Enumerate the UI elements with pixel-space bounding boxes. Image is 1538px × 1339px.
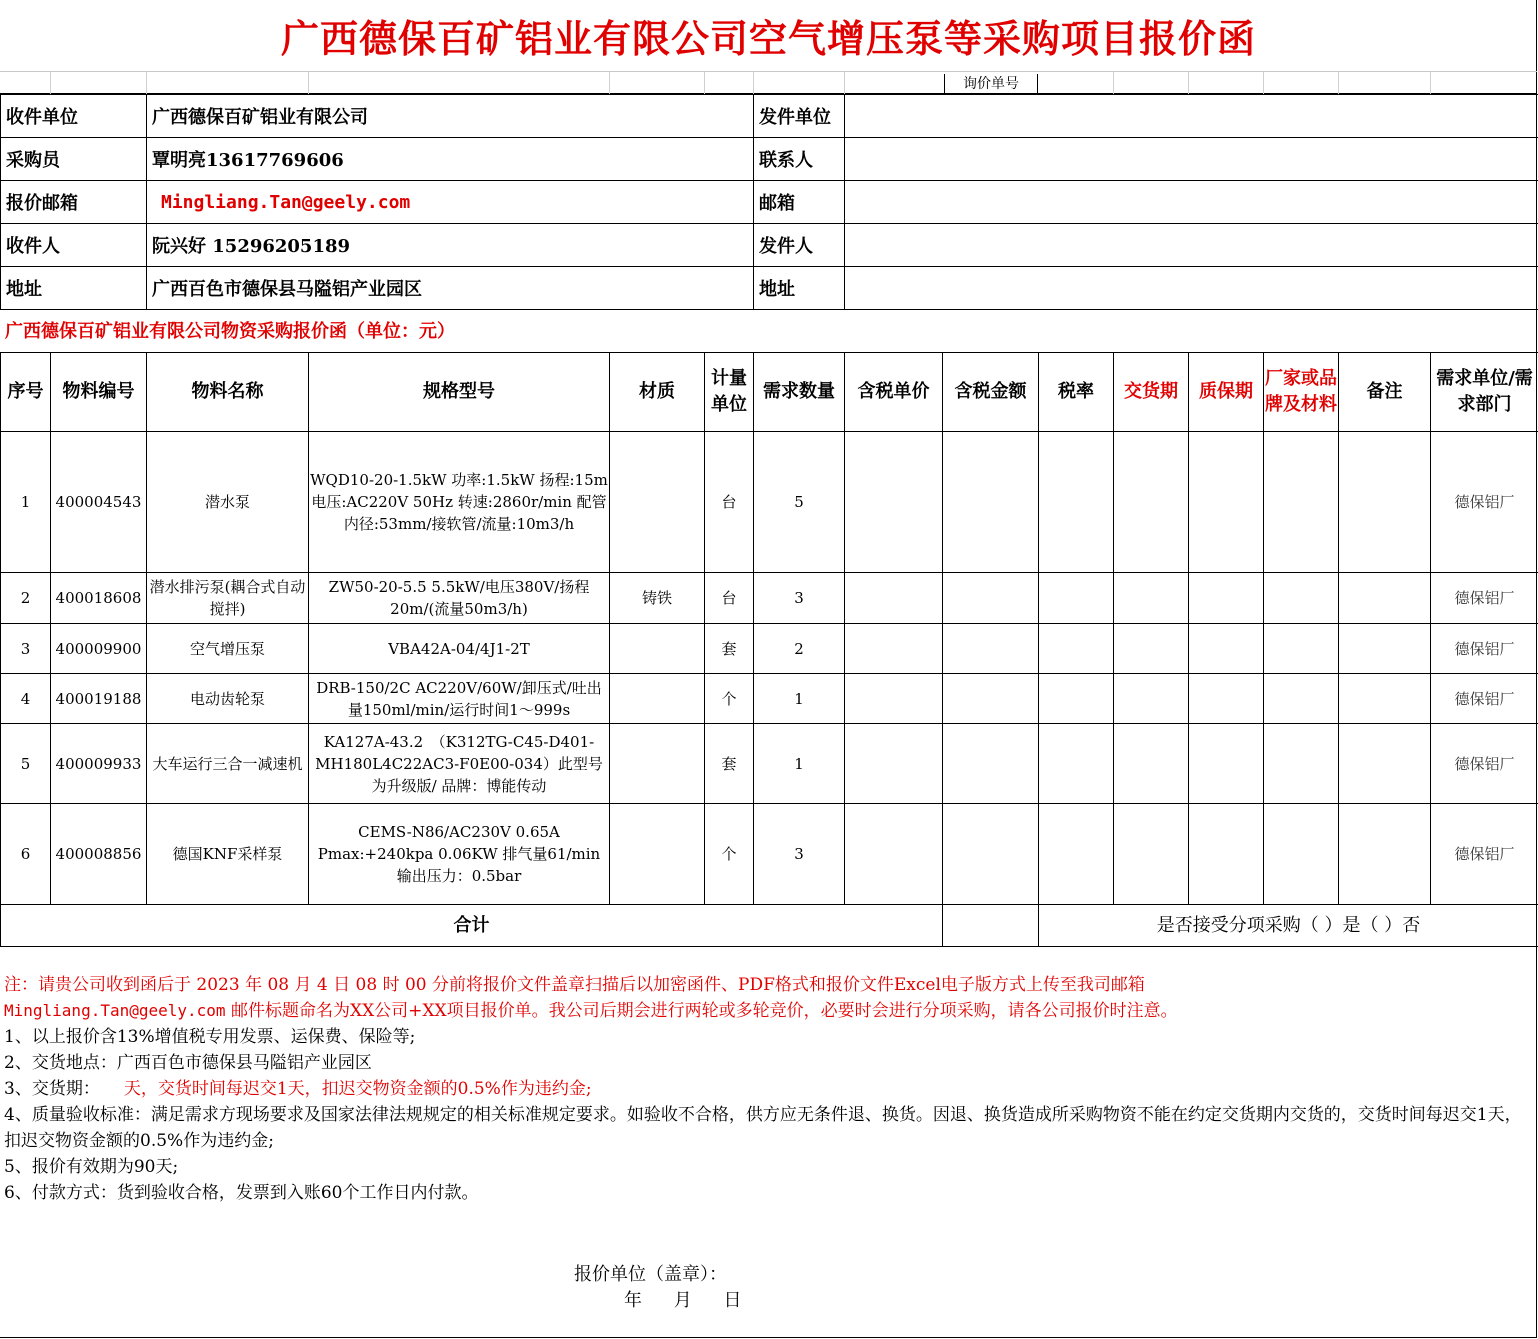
col-header-tax-rate: 税率 <box>1039 353 1114 432</box>
cell-warranty[interactable] <box>1189 674 1264 724</box>
cell-material[interactable] <box>610 624 705 674</box>
cell-unit: 套 <box>705 724 754 804</box>
sender-unit-value[interactable] <box>845 95 1538 138</box>
col-header-warranty: 质保期 <box>1189 353 1264 432</box>
contact-value[interactable] <box>845 138 1538 181</box>
grid-line <box>1188 72 1189 94</box>
cell-spec: ZW50-20-5.5 5.5kW/电压380V/扬程20m/(流量50m3/h) <box>309 573 610 624</box>
note-1: 1、以上报价含13%增值税专用发票、运保费、保险等; <box>4 1027 416 1047</box>
note-6: 6、付款方式：货到验收合格，发票到入账60个工作日内付款。 <box>4 1183 479 1203</box>
cell-tax-rate[interactable] <box>1039 624 1114 674</box>
table-row <box>1 624 1538 674</box>
col-header-name: 物料名称 <box>147 353 309 432</box>
quoting-unit-seal-label: 报价单位（盖章）： <box>574 1264 727 1285</box>
receiver-value[interactable]: 阮兴好 15296205189 <box>147 224 754 267</box>
grid-line <box>308 72 309 94</box>
col-header-unit: 计量单位 <box>705 353 754 432</box>
note-email-line <box>4 998 1534 1024</box>
col-header-code: 物料编号 <box>51 353 147 432</box>
cell-material[interactable] <box>610 674 705 724</box>
cell-dept: 德保铝厂 <box>1431 724 1538 804</box>
buyer-label: 采购员 <box>1 138 147 181</box>
cell-code: 400004543 <box>51 432 147 573</box>
cell-amount[interactable] <box>943 804 1039 905</box>
cell-delivery[interactable] <box>1114 804 1189 905</box>
cell-warranty[interactable] <box>1189 432 1264 573</box>
cell-material[interactable] <box>610 724 705 804</box>
grid-line <box>1113 72 1114 94</box>
note-3 <box>4 1076 1534 1102</box>
note-email: Mingliang.Tan@geely.com <box>4 1001 226 1020</box>
col-header-remarks: 备注 <box>1339 353 1431 432</box>
cell-amount[interactable] <box>943 432 1039 573</box>
note-deadline: 注：请贵公司收到函后于 2023 年 08 月 4 日 08 时 00 分前将报价文件盖章扫描后以加密函件、PDF格式和报价文件Excel电子版方式上传至我司邮箱 <box>4 975 1145 995</box>
cell-code: 400008856 <box>51 804 147 905</box>
note-3-text: 天，交货时间每迟交1天，扣迟交物资金额的0.5%作为违约金; <box>123 1079 592 1099</box>
note-email-rest: 邮件标题命名为XX公司+XX项目报价单。我公司后期会进行两轮或多轮竞价，必要时会进行分项采购，请各公司报价时注意。 <box>225 1001 1178 1021</box>
cell-delivery[interactable] <box>1114 432 1189 573</box>
cell-spec: KA127A-43.2 （K312TG-C45-D401-MH180L4C22AC3-F0E00-034）此型号为升级版/ 品牌：博能传动 <box>309 724 610 804</box>
cell-no: 1 <box>1 432 51 573</box>
cell-spec: DRB-150/2C AC220V/60W/卸压式/吐出量150ml/min/运行时间1～999s <box>309 674 610 724</box>
col-header-brand: 厂家或品牌及材料 <box>1264 353 1339 432</box>
inquiry-row <box>0 72 1537 94</box>
table-row <box>1 804 1538 905</box>
cell-qty: 1 <box>754 674 845 724</box>
col-header-qty: 需求数量 <box>754 353 845 432</box>
recipient-unit-label: 收件单位 <box>1 95 147 138</box>
cell-no: 5 <box>1 724 51 804</box>
cell-amount[interactable] <box>943 624 1039 674</box>
cell-warranty[interactable] <box>1189 624 1264 674</box>
section-title: 广西德保百矿铝业有限公司物资采购报价函（单位：元） <box>0 310 1537 353</box>
page-title: 广西德保百矿铝业有限公司空气增压泵等采购项目报价函 <box>0 0 1537 72</box>
cell-delivery[interactable] <box>1114 724 1189 804</box>
grid-line <box>609 72 610 94</box>
grid-line <box>704 72 705 94</box>
cell-material[interactable] <box>610 804 705 905</box>
cell-delivery[interactable] <box>1114 573 1189 624</box>
cell-tax-rate[interactable] <box>1039 804 1114 905</box>
table-row <box>1 674 1538 724</box>
split-purchase-label[interactable]: 是否接受分项采购（ ）是（ ）否 <box>1039 905 1538 947</box>
col-header-delivery: 交货期 <box>1114 353 1189 432</box>
cell-qty: 2 <box>754 624 845 674</box>
cell-dept: 德保铝厂 <box>1431 573 1538 624</box>
col-header-material: 材质 <box>610 353 705 432</box>
cell-unit-price[interactable] <box>845 724 943 804</box>
sender-value[interactable] <box>845 224 1538 267</box>
col-header-amount: 含税金额 <box>943 353 1039 432</box>
cell-brand[interactable] <box>1264 573 1339 624</box>
sender-email-value[interactable] <box>845 181 1538 224</box>
note-2: 2、交货地点：广西百色市德保县马隘铝产业园区 <box>4 1053 372 1073</box>
header-row <box>1 353 1538 432</box>
col-header-no: 序号 <box>1 353 51 432</box>
grid-line <box>50 72 51 94</box>
grid-line <box>1430 72 1431 94</box>
quote-email-label: 报价邮箱 <box>1 181 147 224</box>
cell-unit-price[interactable] <box>845 432 943 573</box>
cell-amount[interactable] <box>943 674 1039 724</box>
cell-qty: 5 <box>754 432 845 573</box>
cell-tax-rate[interactable] <box>1039 573 1114 624</box>
cell-code: 400018608 <box>51 573 147 624</box>
cell-remarks[interactable] <box>1339 624 1431 674</box>
grid-line <box>753 72 754 94</box>
cell-warranty[interactable] <box>1189 804 1264 905</box>
cell-brand[interactable] <box>1264 804 1339 905</box>
receiver-label: 收件人 <box>1 224 147 267</box>
note-4: 4、质量验收标准：满足需求方现场要求及国家法律法规规定的相关标准规定要求。如验收不合格，供方应无条件退、换货。因退、换货造成所采购物资不能在约定交货期内交货的，交货时间每迟交1天，扣迟交物资金额的0.5%作为违约金; <box>4 1105 1522 1151</box>
grid-line <box>1338 72 1339 94</box>
cell-qty: 3 <box>754 804 845 905</box>
sender-email-label: 邮箱 <box>754 181 845 224</box>
cell-remarks[interactable] <box>1339 674 1431 724</box>
cell-tax-rate[interactable] <box>1039 724 1114 804</box>
cell-tax-rate[interactable] <box>1039 674 1114 724</box>
cell-no: 4 <box>1 674 51 724</box>
cell-brand[interactable] <box>1264 432 1339 573</box>
cell-spec: WQD10-20-1.5kW 功率:1.5kW 扬程:15m 电压:AC220V 50Hz 转速:2860r/min 配管内径:53mm/接软管/流量:10m3/h <box>309 432 610 573</box>
cell-tax-rate[interactable] <box>1039 432 1114 573</box>
items-table <box>0 352 1538 947</box>
cell-code: 400009933 <box>51 724 147 804</box>
note-5: 5、报价有效期为90天; <box>4 1157 179 1177</box>
cell-remarks[interactable] <box>1339 804 1431 905</box>
cell-name: 潜水泵 <box>147 432 309 573</box>
cell-delivery[interactable] <box>1114 624 1189 674</box>
cell-no: 2 <box>1 573 51 624</box>
table-row <box>1 724 1538 804</box>
cell-dept: 德保铝厂 <box>1431 432 1538 573</box>
info-table <box>0 94 1538 310</box>
sender-label: 发件人 <box>754 224 845 267</box>
cell-dept: 德保铝厂 <box>1431 674 1538 724</box>
cell-unit: 个 <box>705 804 754 905</box>
sender-unit-label: 发件单位 <box>754 95 845 138</box>
cell-remarks[interactable] <box>1339 432 1431 573</box>
cell-brand[interactable] <box>1264 674 1339 724</box>
cell-unit-price[interactable] <box>845 624 943 674</box>
table-row <box>1 573 1538 624</box>
col-header-spec: 规格型号 <box>309 353 610 432</box>
cell-warranty[interactable] <box>1189 724 1264 804</box>
cell-name: 电动齿轮泵 <box>147 674 309 724</box>
date-line: 年 月 日 <box>624 1290 742 1311</box>
cell-qty: 3 <box>754 573 845 624</box>
cell-spec: VBA42A-04/4J1-2T <box>309 624 610 674</box>
cell-name: 德国KNF采样泵 <box>147 804 309 905</box>
cell-no: 3 <box>1 624 51 674</box>
contact-label: 联系人 <box>754 138 845 181</box>
grid-line <box>146 72 147 94</box>
cell-remarks[interactable] <box>1339 573 1431 624</box>
cell-brand[interactable] <box>1264 724 1339 804</box>
col-header-dept: 需求单位/需求部门 <box>1431 353 1538 432</box>
buyer-value[interactable]: 覃明亮13617769606 <box>147 138 754 181</box>
recipient-unit-value[interactable]: 广西德保百矿铝业有限公司 <box>147 95 754 138</box>
cell-name: 潜水排污泵(耦合式自动搅拌) <box>147 573 309 624</box>
cell-code: 400019188 <box>51 674 147 724</box>
cell-unit-price[interactable] <box>845 573 943 624</box>
cell-unit-price[interactable] <box>845 674 943 724</box>
address-label: 地址 <box>1 267 147 310</box>
inquiry-number-label: 询价单号 <box>944 74 1038 94</box>
cell-amount[interactable] <box>943 573 1039 624</box>
cell-no: 6 <box>1 804 51 905</box>
address-value[interactable]: 广西百色市德保县马隘铝产业园区 <box>147 267 754 310</box>
cell-unit: 套 <box>705 624 754 674</box>
total-label: 合计 <box>1 905 943 947</box>
sender-address-label: 地址 <box>754 267 845 310</box>
quote-email-value[interactable]: Mingliang.Tan@geely.com <box>147 181 754 224</box>
cell-name: 空气增压泵 <box>147 624 309 674</box>
sender-address-value[interactable] <box>845 267 1538 310</box>
note-3-label: 3、交货期： <box>4 1079 100 1099</box>
cell-dept: 德保铝厂 <box>1431 804 1538 905</box>
cell-warranty[interactable] <box>1189 573 1264 624</box>
cell-delivery[interactable] <box>1114 674 1189 724</box>
notes-block <box>4 972 1534 1206</box>
cell-code: 400009900 <box>51 624 147 674</box>
cell-dept: 德保铝厂 <box>1431 624 1538 674</box>
cell-material[interactable] <box>610 432 705 573</box>
cell-unit: 台 <box>705 573 754 624</box>
cell-remarks[interactable] <box>1339 724 1431 804</box>
cell-material[interactable]: 铸铁 <box>610 573 705 624</box>
cell-brand[interactable] <box>1264 624 1339 674</box>
col-header-unit-price: 含税单价 <box>845 353 943 432</box>
cell-unit: 个 <box>705 674 754 724</box>
cell-qty: 1 <box>754 724 845 804</box>
cell-name: 大车运行三合一减速机 <box>147 724 309 804</box>
total-amount[interactable] <box>943 905 1039 947</box>
grid-line <box>1263 72 1264 94</box>
grid-line <box>844 72 845 94</box>
table-row <box>1 432 1538 573</box>
cell-amount[interactable] <box>943 724 1039 804</box>
cell-unit: 台 <box>705 432 754 573</box>
total-row <box>1 905 1538 947</box>
cell-unit-price[interactable] <box>845 804 943 905</box>
cell-spec: CEMS-N86/AC230V 0.65A Pmax:+240kpa 0.06KW 排气量61/min 输出压力：0.5bar <box>309 804 610 905</box>
